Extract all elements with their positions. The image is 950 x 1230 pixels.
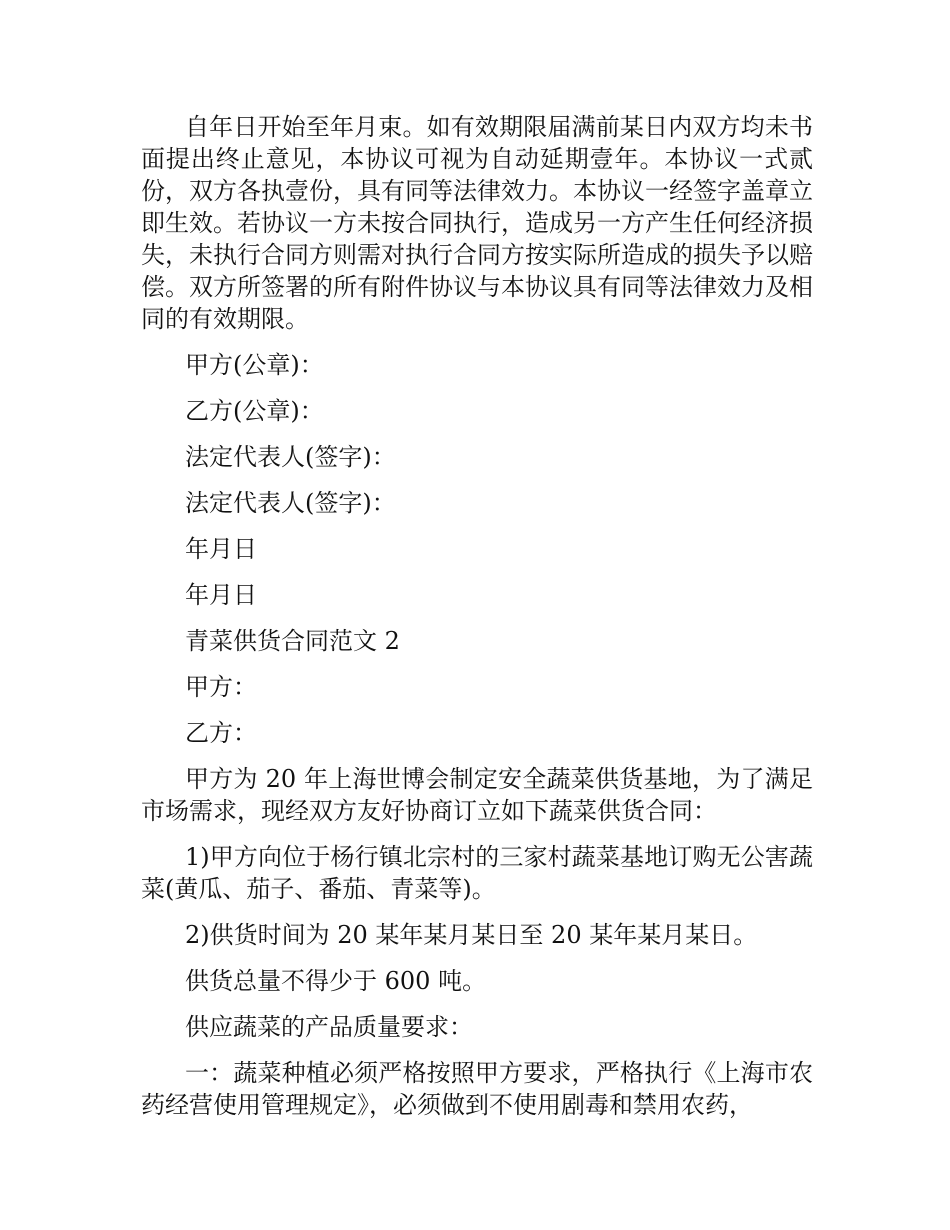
quality-requirement-1: 一：蔬菜种植必须严格按照甲方要求，严格执行《上海市农药经营使用管理规定》，必须做到不使用剧毒和禁用农药，: [141, 1059, 813, 1119]
party-a-line: 甲方：: [185, 673, 257, 701]
supply-total-line: 供货总量不得少于 600 吨。: [185, 967, 487, 995]
party-a-date-line: 年月日: [185, 535, 257, 563]
party-a-representative-signature-line: 法定代表人(签字)：: [185, 443, 396, 471]
party-b-date-line: 年月日: [185, 581, 257, 609]
clause-1: 1)甲方向位于杨行镇北宗村的三家村蔬菜基地订购无公害蔬菜(黄瓜、茄子、番茄、青菜等)。: [141, 843, 813, 903]
paragraph-preamble: 甲方为 20 年上海世博会制定安全蔬菜供货基地，为了满足市场需求，现经双方友好协商订立如下蔬菜供货合同：: [141, 765, 813, 825]
paragraph-contract-term: 自年日开始至年月束。如有效期限届满前某日内双方均未书面提出终止意见，本协议可视为自动延期壹年。本协议一式贰份，双方各执壹份，具有同等法律效力。本协议一经签字盖章立即生效。若协议一方未按合同执行，造成另一方产生任何经济损失，未执行合同方则需对执行合同方按实际所造成的损失予以赔偿。双方所签署的所有附件协议与本协议具有同等法律效力及相同的有效期限。: [141, 113, 813, 333]
party-b-seal-line: 乙方(公章)：: [185, 397, 324, 425]
party-b-line: 乙方：: [185, 719, 257, 747]
party-b-representative-signature-line: 法定代表人(签字)：: [185, 489, 396, 517]
party-a-seal-line: 甲方(公章)：: [185, 351, 324, 379]
clause-2: 2)供货时间为 20 某年某月某日至 20 某年某月某日。: [185, 921, 758, 949]
quality-requirements-heading: 供应蔬菜的产品质量要求：: [185, 1013, 473, 1041]
document-body: [141, 111, 813, 1135]
section-title: 青菜供货合同范文 2: [185, 627, 400, 655]
